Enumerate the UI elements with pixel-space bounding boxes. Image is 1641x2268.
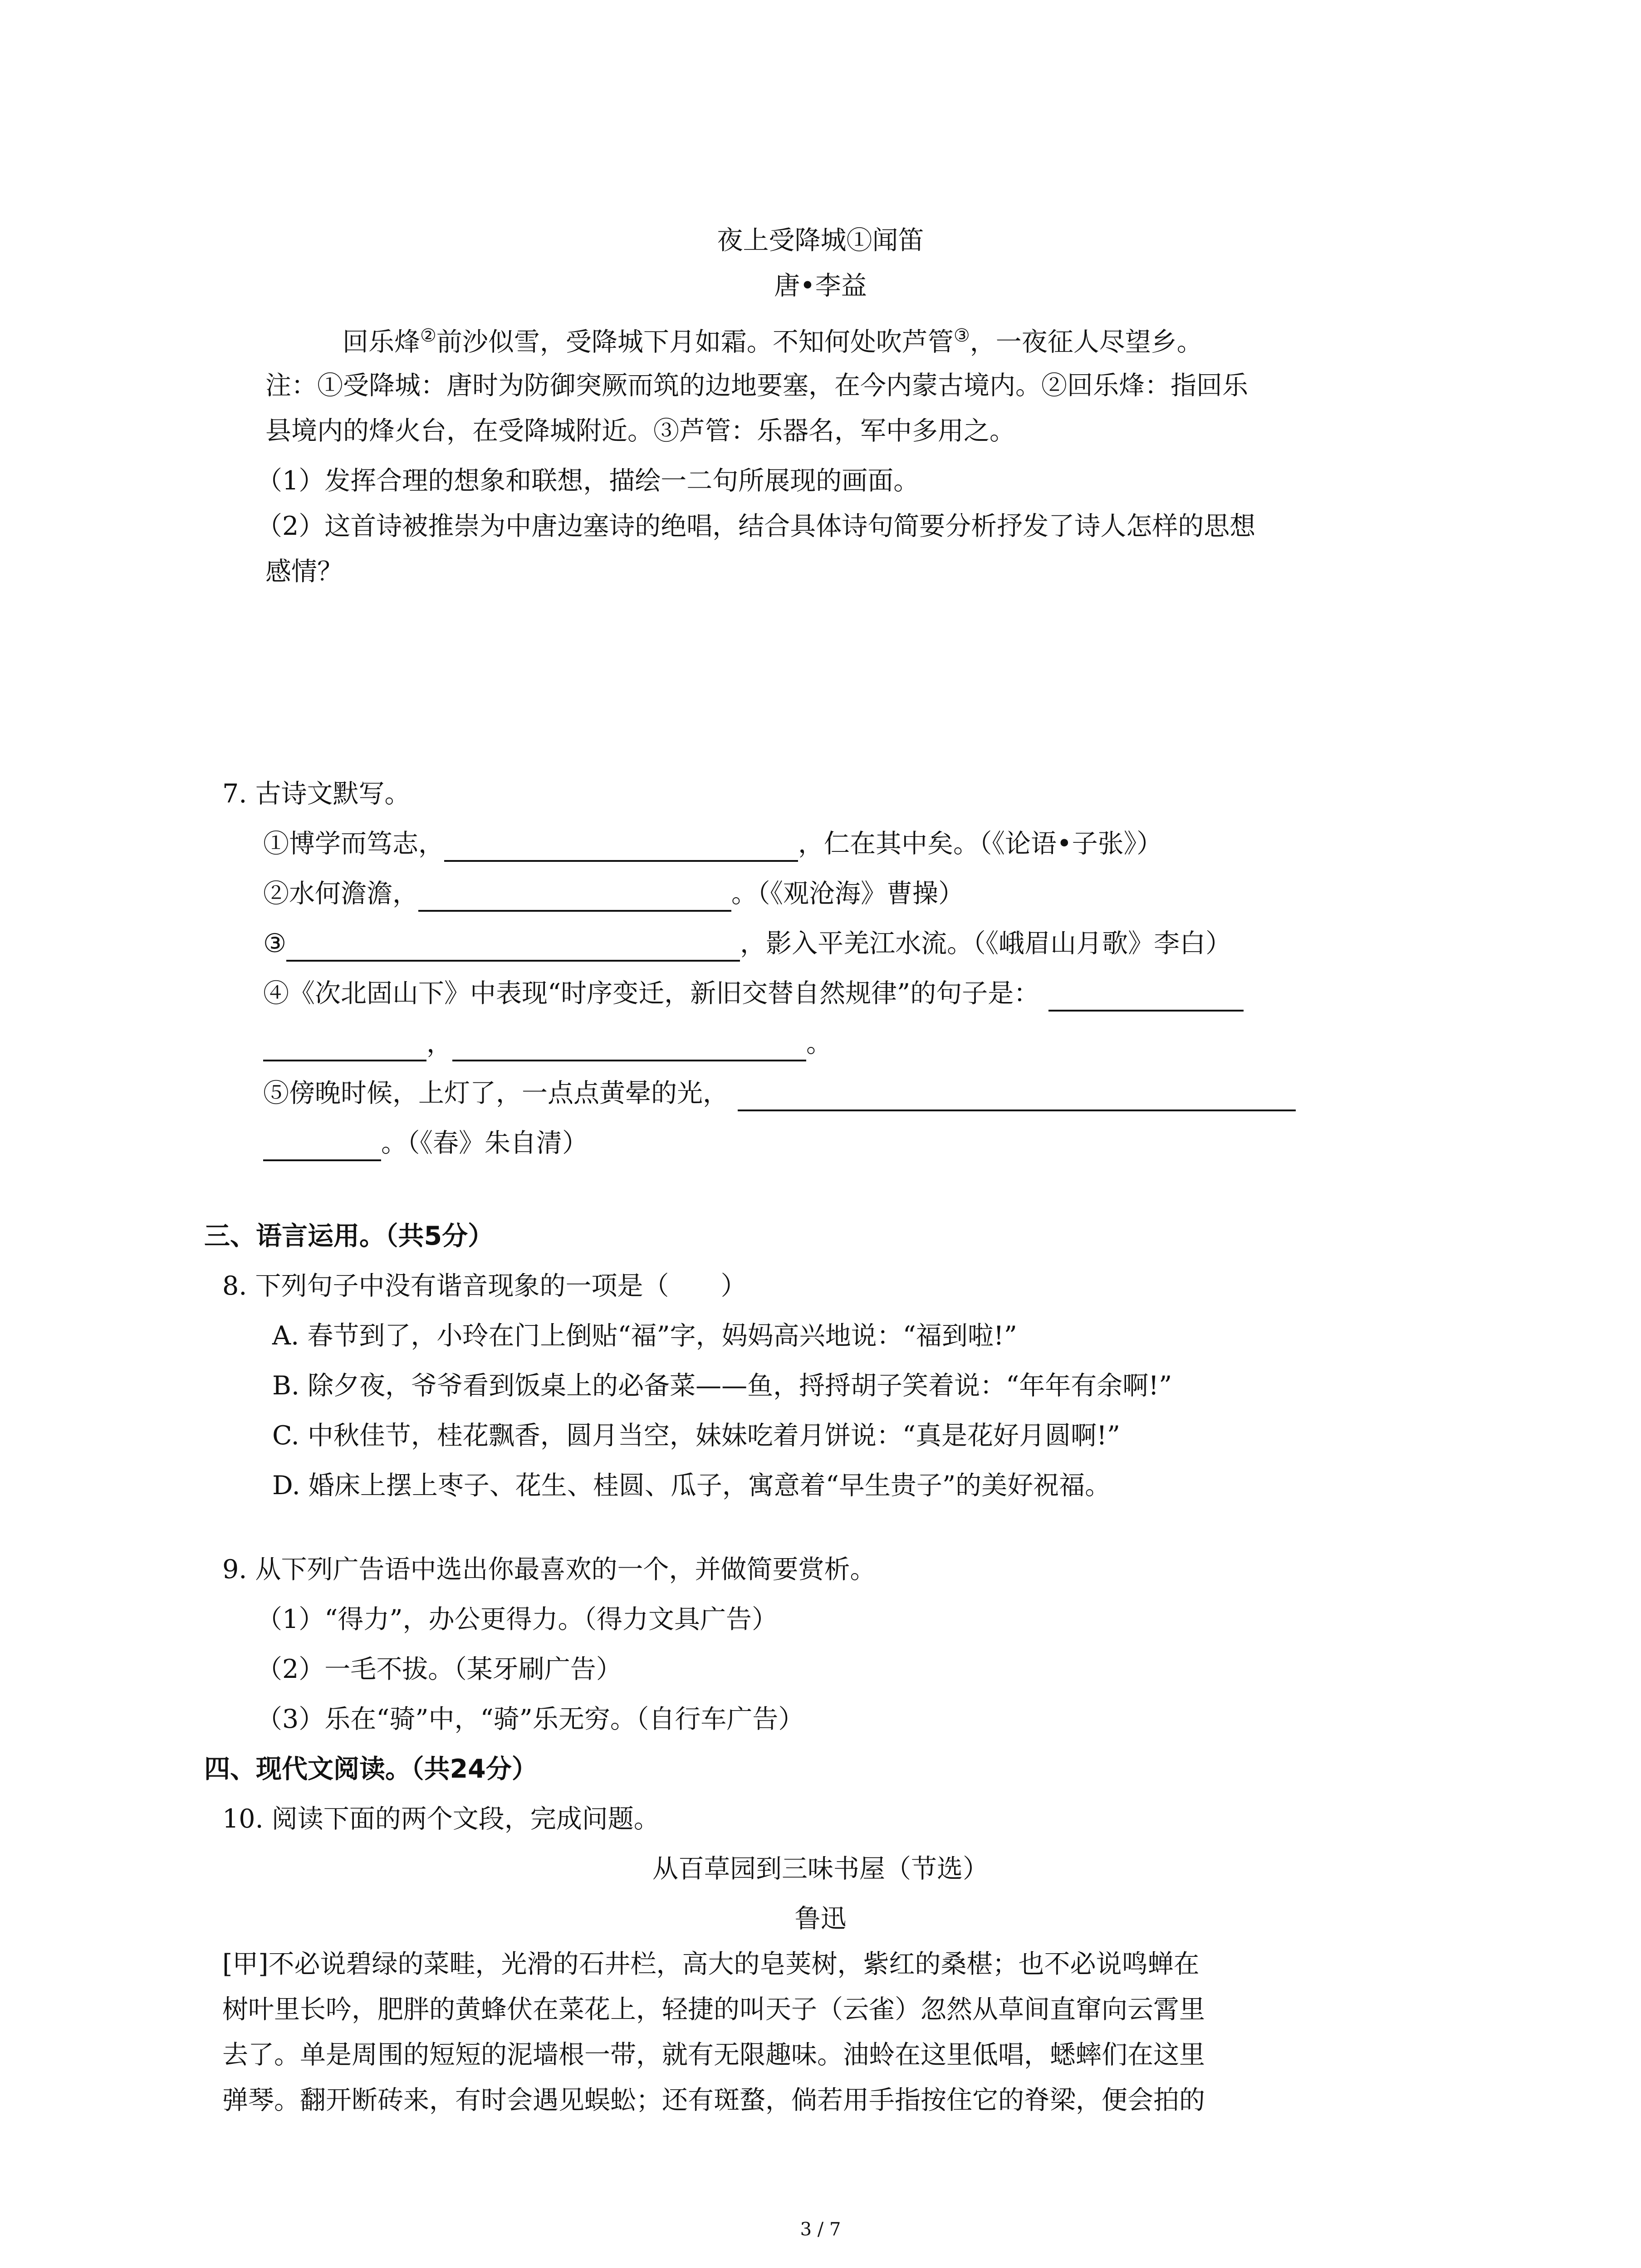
q7-item4-text: ④《次北固山下》中表现“时序变迁，新旧交替自然规律”的句子是： (263, 978, 1040, 1008)
passage-line: 弹琴。翻开断砖来，有时会遇见蜈蚣；还有斑蝥，倘若用手指按住它的脊梁，便会拍的 (222, 2085, 1205, 2115)
passage-line: [甲]不必说碧绿的菜畦，光滑的石井栏，高大的皂荚树，紫红的桑椹；也不必说鸣蝉在 (222, 1949, 1200, 1979)
poem-text-part2: 前沙似雪，受降城下月如霜。不知何处吹芦管 (436, 327, 954, 357)
answer-blank[interactable] (738, 1082, 1296, 1111)
q8-option-d[interactable]: D. 婚床上摆上枣子、花生、桂圆、瓜子，寓意着“早生贵子”的美好祝福。 (272, 1471, 1111, 1501)
poem-note-line1: 注：①受降城：唐时为防御突厥而筑的边地要塞，在今内蒙古境内。②回乐烽：指回乐 (265, 371, 1248, 401)
answer-blank[interactable] (1048, 982, 1244, 1012)
q7-item1-post: ，仁在其中矣。（《论语•子张》） (798, 829, 1163, 859)
q7-item5-text: ⑤傍晚时候，上灯了，一点点黄晕的光， (263, 1078, 729, 1108)
page-number: 3 / 7 (800, 2219, 841, 2240)
answer-blank[interactable] (444, 833, 798, 862)
q7-item2-pre: ②水何澹澹， (263, 879, 418, 909)
answer-blank[interactable] (286, 933, 740, 962)
q7-item4-end: 。 (806, 1028, 832, 1058)
poem-question-1: （1）发挥合理的想象和联想，描绘一二句所展现的画面。 (256, 466, 920, 496)
poem-note-line2: 县境内的烽火台，在受降城附近。③芦管：乐器名，军中多用之。 (265, 416, 1015, 446)
q7-item1-pre: ①博学而笃志， (263, 829, 444, 859)
q9-item-1: （1）“得力”，办公更得力。（得力文具广告） (256, 1604, 778, 1634)
q7-item3-pre: ③ (263, 929, 287, 958)
q7-item3-post: ，影入平羌江水流。（《峨眉山月歌》李白） (740, 929, 1232, 958)
passage-line: 树叶里长吟，肥胖的黄蜂伏在菜花上，轻捷的叫天子（云雀）忽然从草间直窜向云霄里 (222, 1994, 1205, 2024)
q8-option-b[interactable]: B. 除夕夜，爷爷看到饭桌上的必备菜——鱼，捋捋胡子笑着说：“年年有余啊!” (272, 1371, 1172, 1401)
note-mark-2: ② (420, 325, 436, 346)
poem-question-2-line2: 感情？ (265, 557, 343, 587)
note-mark-3: ③ (953, 325, 970, 346)
q9-stem: 9. 从下列广告语中选出你最喜欢的一个，并做简要赏析。 (222, 1554, 876, 1584)
q9-item-2: （2）一毛不拔。（某牙刷广告） (256, 1654, 622, 1684)
poem-question-2-line1: （2）这首诗被推崇为中唐边塞诗的绝唱，结合具体诗句简要分析抒发了诗人怎样的思想 (256, 511, 1256, 541)
q7-item4-line1 (263, 975, 1244, 1012)
q8-option-c[interactable]: C. 中秋佳节，桂花飘香，圆月当空，妹妹吃着月饼说：“真是花好月圆啊!” (272, 1421, 1121, 1451)
q7-item4-mid: ， (426, 1028, 452, 1058)
section4-heading: 四、现代文阅读。（共24分） (204, 1754, 538, 1784)
passage-title: 从百草园到三味书屋（节选） (652, 1854, 989, 1884)
poem-text (343, 318, 1203, 360)
q7-item3 (263, 925, 1231, 962)
passage-line: 去了。单是周围的短短的泥墙根一带，就有无限趣味。油蛉在这里低唱，蟋蟀们在这里 (222, 2040, 1205, 2070)
q8-option-a[interactable]: A. 春节到了，小玲在门上倒贴“福”字，妈妈高兴地说：“福到啦!” (272, 1321, 1017, 1351)
q7-item2-post: 。（《观沧海》曹操） (731, 879, 964, 909)
q7-item1 (263, 826, 1162, 862)
q7-item5-line1 (263, 1075, 1296, 1111)
q10-stem: 10. 阅读下面的两个文段，完成问题。 (222, 1804, 660, 1834)
q7-item4-line2 (263, 1025, 832, 1061)
poem-text-part1: 回乐烽 (343, 327, 420, 357)
q7-item2 (263, 875, 964, 912)
passage-author: 鲁迅 (794, 1904, 847, 1934)
answer-blank[interactable] (418, 883, 731, 912)
answer-blank[interactable] (263, 1032, 426, 1061)
answer-blank[interactable] (452, 1032, 806, 1061)
q9-item-3: （3）乐在“骑”中，“骑”乐无穷。（自行车广告） (256, 1704, 804, 1734)
q7-item5-end: 。（《春》朱自清） (381, 1128, 588, 1158)
poem-title: 夜上受降城①闻笛 (717, 225, 924, 255)
section3-heading: 三、语言运用。（共5分） (204, 1221, 494, 1251)
q7-item5-line2 (263, 1125, 588, 1161)
poem-text-part3: ，一夜征人尽望乡。 (970, 327, 1203, 357)
answer-blank[interactable] (263, 1132, 381, 1161)
q8-stem: 8. 下列句子中没有谐音现象的一项是（ ） (222, 1271, 747, 1301)
q7-title: 7. 古诗文默写。 (222, 779, 411, 809)
poem-author: 唐•李益 (774, 271, 867, 301)
